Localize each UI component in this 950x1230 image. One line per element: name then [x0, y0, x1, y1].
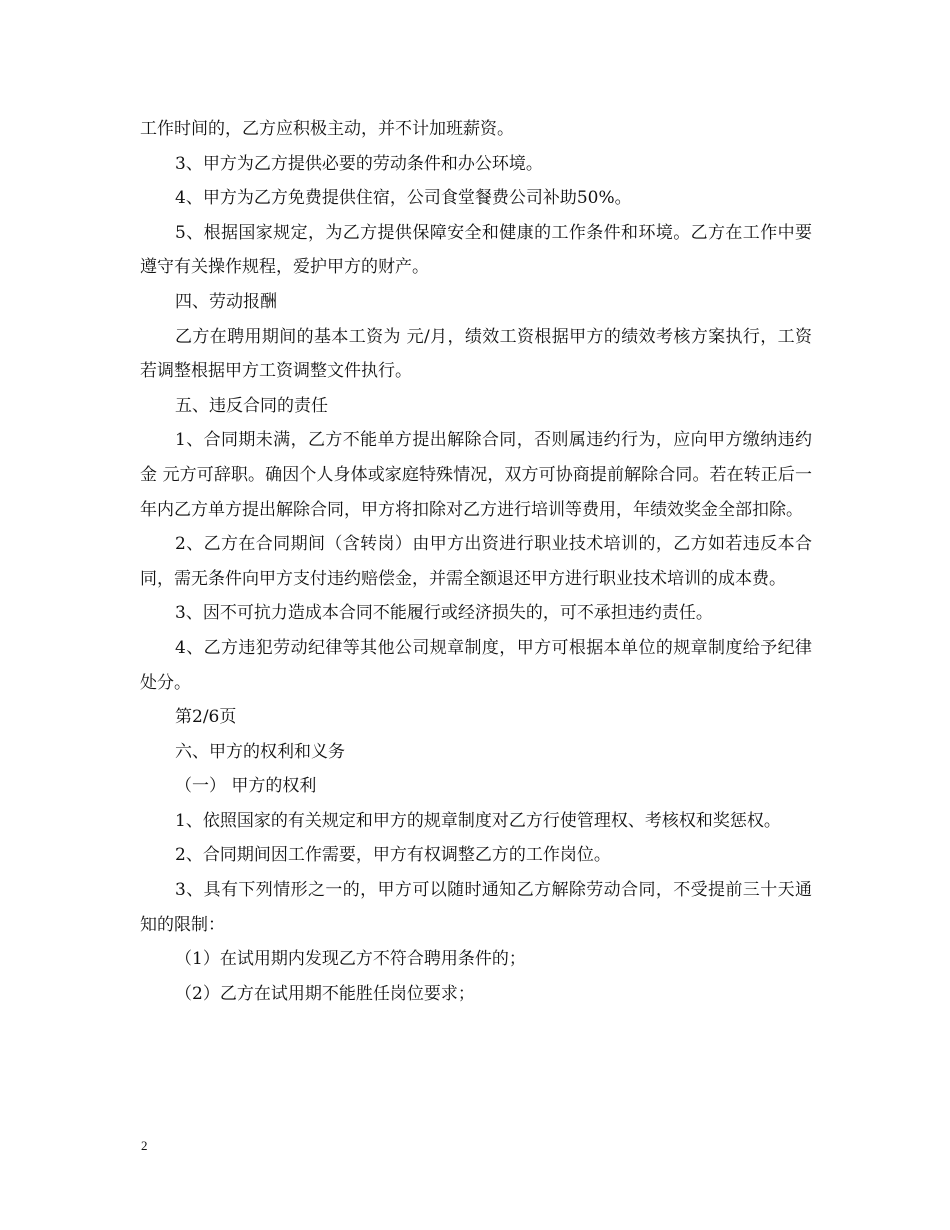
list-item: （1）在试用期内发现乙方不符合聘用条件的；	[175, 949, 526, 970]
section-heading: 六、甲方的权利和义务	[175, 741, 345, 762]
paragraph: 乙方在聘用期间的基本工资为 元/月，绩效工资根据甲方的绩效考核方案执行，工资若调整根据甲方工资调整文件执行。	[140, 326, 812, 382]
paragraph: 工作时间的，乙方应积极主动，并不计加班薪资。	[140, 119, 514, 139]
paragraph: 4、甲方为乙方免费提供住宿，公司食堂餐费公司补助50%。	[175, 188, 632, 209]
page-number: 2	[141, 1138, 148, 1153]
paragraph: 2、乙方在合同期间（含转岗）由甲方出资进行职业技术培训的，乙方如若违反本合同，需无条件向甲方支付违约赔偿金，并需全额退还甲方进行职业技术培训的成本费。	[140, 534, 812, 589]
paragraph: 3、具有下列情形之一的，甲方可以随时通知乙方解除劳动合同，不受提前三十天通知的限制：	[140, 880, 812, 935]
subsection-heading: （一） 甲方的权利	[175, 776, 317, 797]
paragraph: 1、依照国家的有关规定和甲方的规章制度对乙方行使管理权、考核权和奖惩权。	[175, 810, 781, 831]
paragraph: 1、合同期未满，乙方不能单方提出解除合同，否则属违约行为，应向甲方缴纳违约金 元方可辞职。确因个人身体或家庭特殊情况，双方可协商提前解除合同。若在转正后一年内乙方单方提出解除合同，甲方将扣除对乙方进行培训等费用，年绩效奖金全部扣除。	[140, 430, 812, 520]
section-heading: 五、违反合同的责任	[175, 395, 328, 416]
paragraph: 2、合同期间因工作需要，甲方有权调整乙方的工作岗位。	[175, 845, 611, 866]
paragraph: 3、因不可抗力造成本合同不能履行或经济损失的，可不承担违约责任。	[175, 603, 713, 624]
list-item: （2）乙方在试用期不能胜任岗位要求；	[175, 983, 475, 1004]
paragraph: 3、甲方为乙方提供必要的劳动条件和办公环境。	[175, 153, 543, 174]
page-marker: 第2/6页	[175, 707, 237, 728]
paragraph: 4、乙方违犯劳动纪律等其他公司规章制度，甲方可根据本单位的规章制度给予纪律处分。	[140, 637, 812, 693]
paragraph: 5、根据国家规定，为乙方提供保障安全和健康的工作条件和环境。乙方在工作中要遵守有关操作规程，爱护甲方的财产。	[140, 222, 812, 278]
document-body	[140, 112, 812, 1011]
section-heading: 四、劳动报酬	[175, 291, 277, 312]
